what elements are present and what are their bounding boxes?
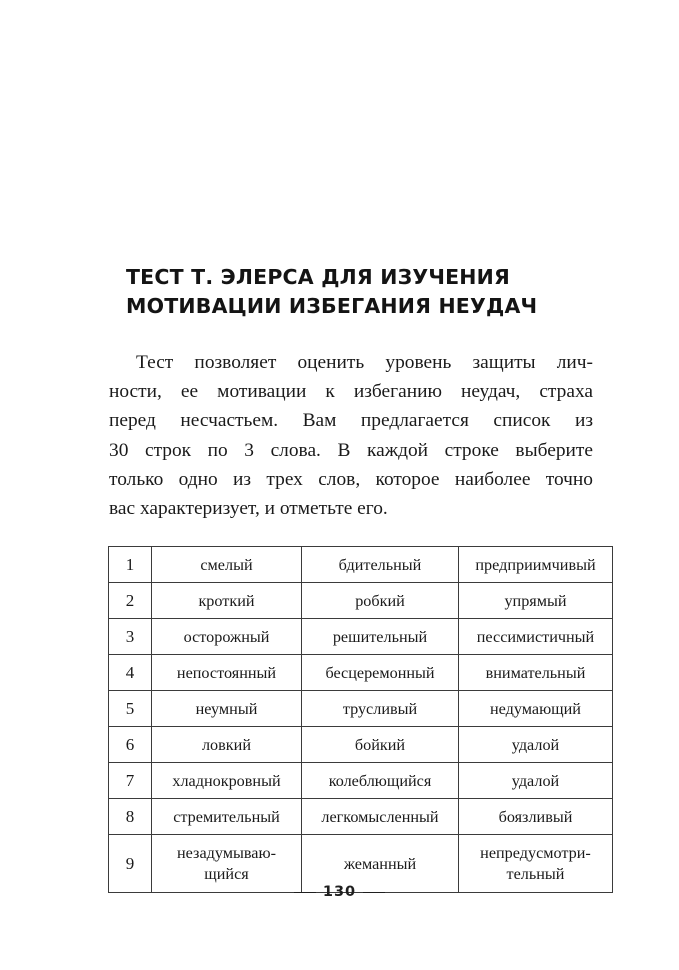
intro-line-5: только одно из трех слов, которое наиболее точно: [109, 468, 593, 490]
table-row: [109, 619, 613, 655]
intro-line-1: Тест позволяет оценить уровень защиты лич-: [136, 352, 593, 373]
row-number: 9: [109, 835, 152, 893]
word-option-2[interactable]: бдительный: [302, 547, 459, 583]
word-option-3-line-1: непредусмотри-: [480, 843, 591, 862]
word-option-2[interactable]: решительный: [302, 619, 459, 655]
word-option-1[interactable]: хладнокровный: [152, 763, 302, 799]
word-option-2[interactable]: колеблющийся: [302, 763, 459, 799]
table-row: [109, 583, 613, 619]
word-option-2[interactable]: бойкий: [302, 727, 459, 763]
word-option-1[interactable]: стремительный: [152, 799, 302, 835]
word-option-1[interactable]: неумный: [152, 691, 302, 727]
word-option-3-line-2: тельный: [506, 864, 565, 883]
page-title-line-2: МОТИВАЦИИ ИЗБЕГАНИЯ НЕУДАЧ: [126, 293, 538, 318]
row-number: 6: [109, 727, 152, 763]
word-option-3[interactable]: удалой: [459, 763, 613, 799]
row-number: 5: [109, 691, 152, 727]
word-option-1[interactable]: осторожный: [152, 619, 302, 655]
table-row: [109, 691, 613, 727]
word-choice-table: [108, 546, 613, 893]
word-option-3[interactable]: внимательный: [459, 655, 613, 691]
word-option-3[interactable]: недумающий: [459, 691, 613, 727]
row-number: 7: [109, 763, 152, 799]
word-option-3[interactable]: боязливый: [459, 799, 613, 835]
row-number: 2: [109, 583, 152, 619]
page-title-line-1: ТЕСТ Т. ЭЛЕРСА ДЛЯ ИЗУЧЕНИЯ: [126, 264, 511, 289]
word-option-3[interactable]: предприимчивый: [459, 547, 613, 583]
intro-line-6: вас характеризует, и отметьте его.: [109, 498, 388, 520]
row-number: 3: [109, 619, 152, 655]
table-row: [109, 763, 613, 799]
page-number: 130: [322, 884, 357, 900]
row-number: 1: [109, 547, 152, 583]
word-option-3[interactable]: удалой: [459, 727, 613, 763]
word-option-1-line-2: щийся: [204, 864, 249, 883]
word-option-1[interactable]: смелый: [152, 547, 302, 583]
word-option-3[interactable]: пессимистичный: [459, 619, 613, 655]
word-option-2[interactable]: робкий: [302, 583, 459, 619]
intro-line-4: 30 строк по 3 слова. В каждой строке выберите: [109, 439, 593, 461]
intro-paragraph: [109, 348, 593, 523]
row-number: 8: [109, 799, 152, 835]
footer-dash-left-icon: [294, 892, 316, 893]
page-footer: [0, 884, 679, 900]
footer-dash-right-icon: [363, 892, 385, 893]
table-row: [109, 799, 613, 835]
table-row: [109, 655, 613, 691]
row-number: 4: [109, 655, 152, 691]
table-row: [109, 727, 613, 763]
word-option-2[interactable]: жеманный: [302, 835, 459, 893]
word-option-1[interactable]: непостоянный: [152, 655, 302, 691]
word-option-2[interactable]: трусливый: [302, 691, 459, 727]
table-row: [109, 547, 613, 583]
word-option-2[interactable]: бесцеремонный: [302, 655, 459, 691]
word-option-1[interactable]: кроткий: [152, 583, 302, 619]
word-option-1-line-1: незадумываю-: [177, 843, 276, 862]
word-option-3[interactable]: упрямый: [459, 583, 613, 619]
word-option-2[interactable]: легкомысленный: [302, 799, 459, 835]
intro-line-3: перед несчастьем. Вам предлагается список из: [109, 410, 593, 432]
page-title: [126, 263, 596, 321]
intro-line-2: ности, ее мотивации к избеганию неудач, страха: [109, 381, 593, 403]
word-option-1[interactable]: ловкий: [152, 727, 302, 763]
